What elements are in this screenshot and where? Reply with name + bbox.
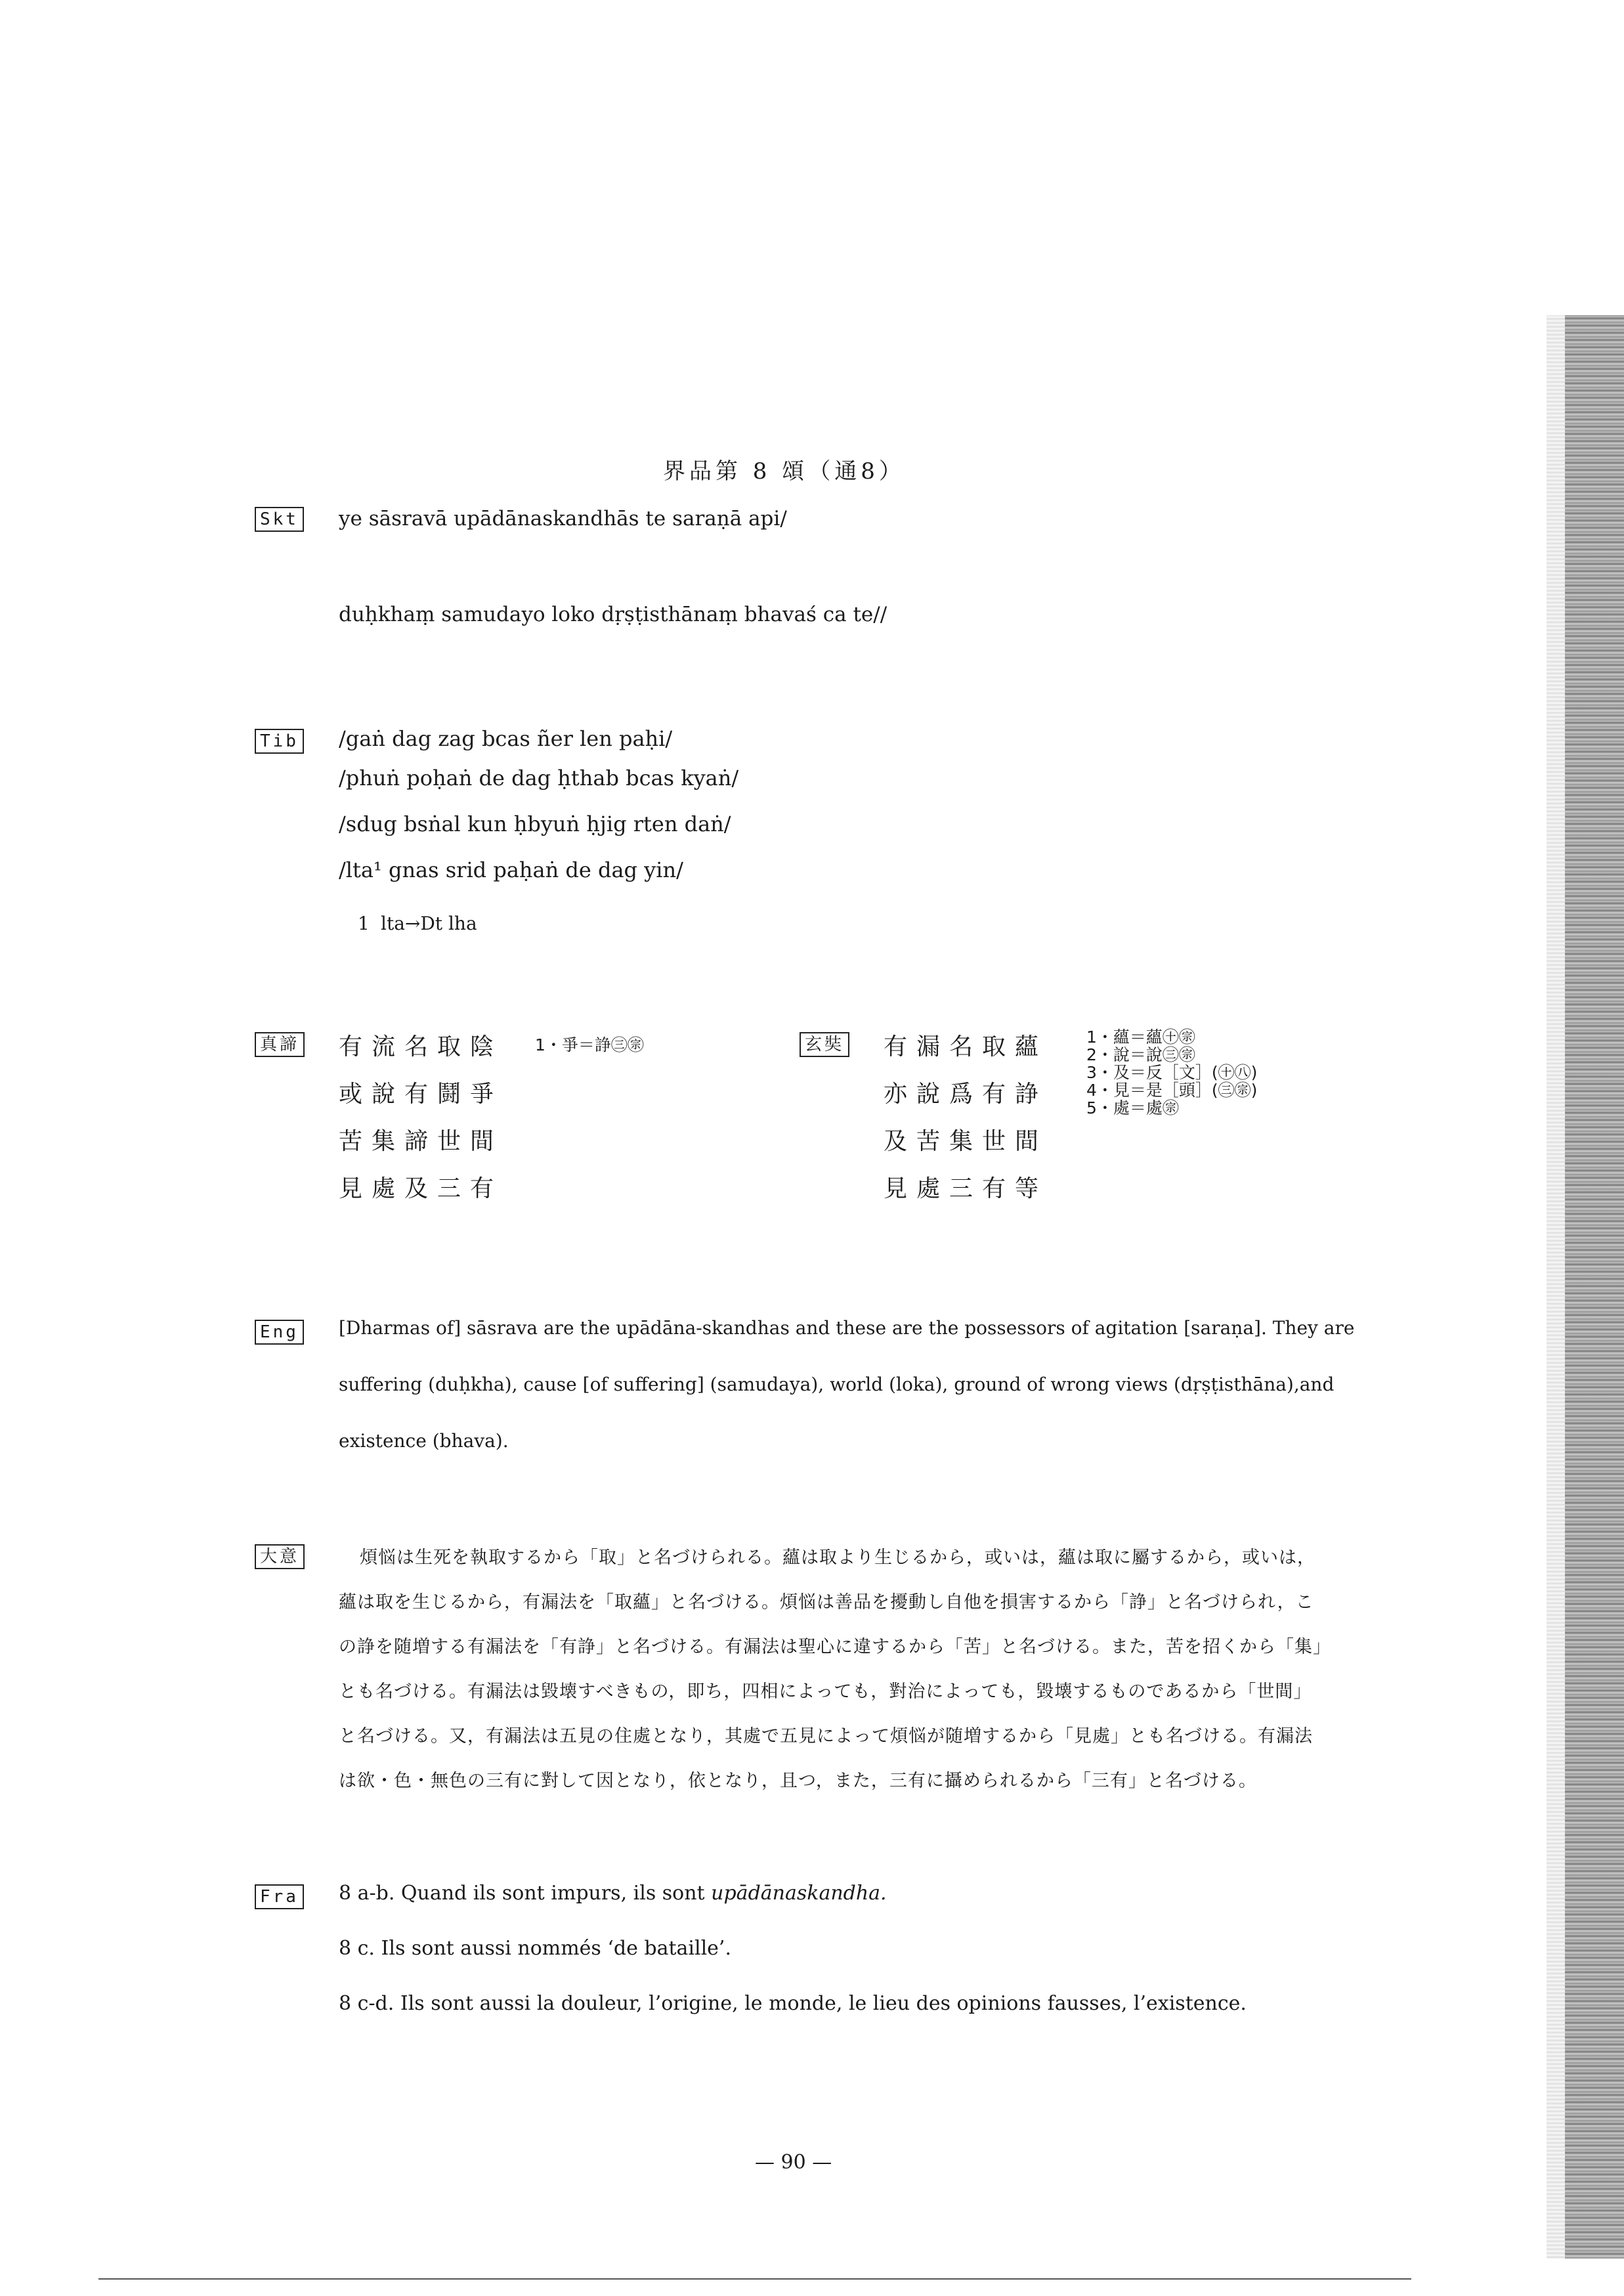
taii-line-4: とも名づける。有漏法は毀壊すべきもの，即ち，四相によっても，對治によっても，毀壊するものであるから「世間」 bbox=[339, 1681, 1312, 1702]
tib-note-text: lta→Dt lha bbox=[381, 913, 477, 934]
taii-line-1: 煩悩は生死を執取するから「取」と名づけられる。蘊は取より生じるから，或いは，蘊は取に屬するから，或いは， bbox=[360, 1548, 1315, 1568]
zhendi-tag: 真諦 bbox=[255, 1032, 305, 1057]
tib-tag: Tib bbox=[255, 729, 304, 754]
zhendi-line-1: 有流名取陰 bbox=[339, 1033, 503, 1060]
fra-line-1 bbox=[339, 1882, 887, 1905]
eng-line-1: [Dharmas of] sāsrava are the upādāna-skandhas and these are the possessors of agitation [saraṇa]. They are bbox=[339, 1317, 1355, 1339]
scan-edge bbox=[1565, 315, 1624, 2259]
tib-line-3: /sdug bsṅal kun ḥbyuṅ ḥjig rten daṅ/ bbox=[339, 812, 731, 836]
eng-line-2: suffering (duḥkha), cause [of suffering] (samudaya), world (loka), ground of wrong views (dṛṣṭisthāna),and bbox=[339, 1374, 1335, 1395]
zhendi-line-3: 苦集諦世間 bbox=[339, 1128, 503, 1155]
xuanzang-line-2: 亦說爲有諍 bbox=[884, 1081, 1048, 1108]
taii-line-6: は欲・色・無色の三有に對して因となり，依となり，且つ，また，三有に攝められるから「三有」と名づける。 bbox=[339, 1771, 1257, 1791]
tib-line-2: /phuṅ poḥaṅ de dag ḥthab bcas kyaṅ/ bbox=[339, 766, 739, 791]
xuanzang-note-2: 2・說＝說㊂㊪ bbox=[1086, 1045, 1195, 1064]
zhendi-line-4: 見處及三有 bbox=[339, 1175, 503, 1202]
xuanzang-note-1: 1・蘊＝蘊㊉㊪ bbox=[1086, 1028, 1195, 1047]
xuanzang-line-3: 及苦集世間 bbox=[884, 1128, 1048, 1155]
taii-line-2: 蘊は取を生じるから，有漏法を「取蘊」と名づける。煩悩は善品を擾動し自他を損害するから「諍」と名づけられ，こ bbox=[339, 1592, 1314, 1613]
eng-line-3: existence (bhava). bbox=[339, 1430, 509, 1452]
taii-line-3: の諍を随増する有漏法を「有諍」と名づける。有漏法は聖心に違するから「苦」と名づける。また，苦を招くから「集」 bbox=[339, 1637, 1331, 1657]
taii-tag: 大意 bbox=[255, 1544, 305, 1569]
xuanzang-note-4: 4・見＝是［頭］(㊂㊪) bbox=[1086, 1081, 1258, 1100]
tib-note-number: 1 bbox=[358, 913, 370, 934]
skt-line-2: duḥkhaṃ samudayo loko dṛṣṭisthānaṃ bhavaś ca te// bbox=[339, 603, 887, 626]
scan-shadow bbox=[1547, 315, 1565, 2259]
xuanzang-line-1: 有漏名取蘊 bbox=[884, 1033, 1048, 1060]
page-heading: 界品第 8 頌（通8） bbox=[663, 458, 905, 485]
fra-tag: Fra bbox=[255, 1884, 304, 1909]
fra-line-1-text: 8 a-b. Quand ils sont impurs, ils sont bbox=[339, 1882, 712, 1905]
zhendi-line-2: 或說有鬪爭 bbox=[339, 1081, 503, 1108]
skt-tag: Skt bbox=[255, 507, 304, 532]
xuanzang-tag: 玄奘 bbox=[800, 1032, 849, 1057]
skt-line-1: ye sāsravā upādānaskandhās te saraṇā api/ bbox=[339, 507, 787, 531]
fra-line-1-term: upādānaskandha. bbox=[711, 1882, 887, 1905]
page-number: — 90 — bbox=[755, 2151, 832, 2174]
fra-line-2: 8 c. Ils sont aussi nommés ‘de bataille’. bbox=[339, 1937, 732, 1960]
xuanzang-line-4: 見處三有等 bbox=[884, 1175, 1048, 1202]
xuanzang-note-5: 5・處＝處㊪ bbox=[1086, 1098, 1179, 1117]
tib-line-4: /lta¹ gnas srid paḥaṅ de dag yin/ bbox=[339, 857, 683, 882]
tib-line-1: /gaṅ dag zag bcas ñer len paḥi/ bbox=[339, 726, 673, 751]
taii-line-5: と名づける。又，有漏法は五見の住處となり，其處で五見によって煩悩が随増するから「見處」とも名づける。有漏法 bbox=[339, 1726, 1313, 1746]
zhendi-note: 1・爭＝諍㊂㊪ bbox=[535, 1035, 644, 1054]
fra-line-3: 8 c-d. Ils sont aussi la douleur, l’origine, le monde, le lieu des opinions fausses, l’existence. bbox=[339, 1992, 1247, 2015]
eng-tag: Eng bbox=[255, 1320, 304, 1345]
bottom-rule bbox=[98, 2278, 1411, 2280]
xuanzang-note-3: 3・及＝反［文］(㊉㊇) bbox=[1086, 1063, 1258, 1082]
